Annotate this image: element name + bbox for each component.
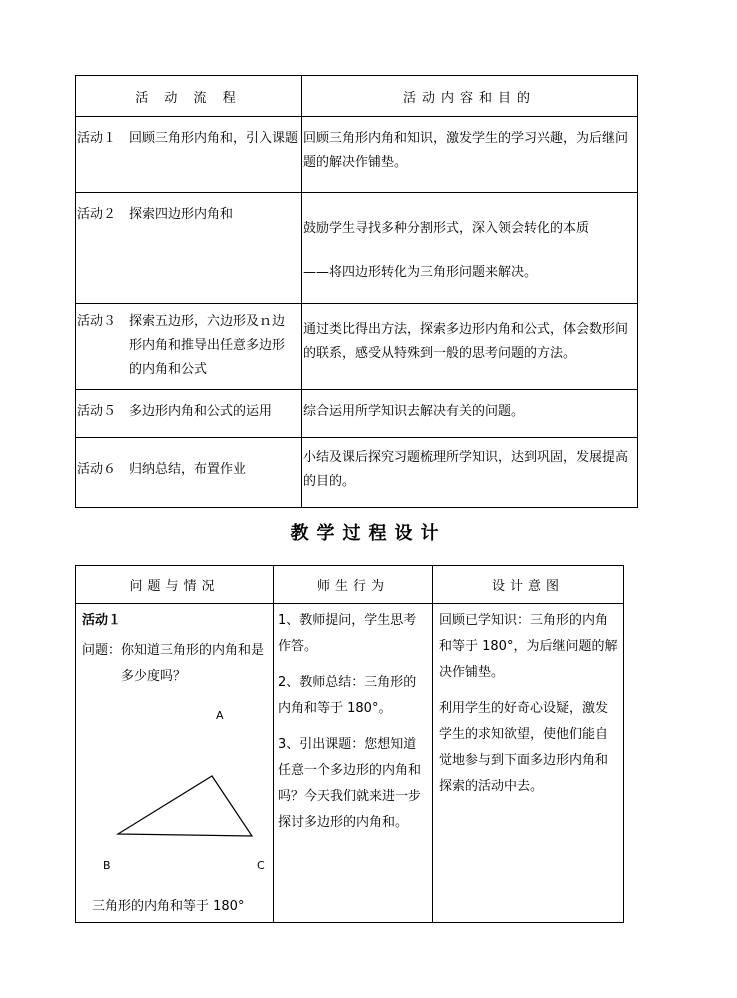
header-intent: 设计意图 (433, 566, 624, 604)
behavior-step: 3、引出课题：您想知道任意一个多边形的内角和吗？今天我们就来进一步探讨多边形的内角和。 (278, 737, 422, 830)
header-problem: 问题与情况 (76, 566, 274, 604)
vertex-a-label: A (216, 709, 224, 722)
activity-label: 活动５ (77, 404, 117, 419)
activity-flow: 归纳总结，布置作业 (129, 462, 247, 477)
activity-label: 活动３ (77, 314, 117, 329)
triangle-caption: 三角形的内角和等于 180° (92, 899, 245, 914)
activity-content: 综合运用所学知识去解决有关的问题。 (303, 404, 525, 419)
table-row (76, 604, 624, 923)
section-title: 教学过程设计 (290, 523, 447, 544)
activity-flow: 回顾三角形内角和，引入课题 (129, 131, 299, 146)
intent-text: 利用学生的好奇心设疑，激发学生的求知欲望，使他们能自觉地参与到下面多边形内角和探索的活动中去。 (439, 701, 609, 794)
intent-text: 回顾已学知识：三角形的内角和等于 180°，为后继问题的解决作铺垫。 (439, 613, 618, 680)
table-row (76, 438, 638, 508)
activity-content: 小结及课后探究习题梳理所学知识，达到巩固，发展提高的目的。 (303, 450, 629, 489)
activity-flow: 多边形内角和公式的运用 (129, 404, 273, 419)
activity-title: 活动１ (82, 613, 122, 628)
teaching-process-table (75, 565, 624, 923)
activity-content: 回顾三角形内角和知识，激发学生的学习兴趣，为后继问题的解决作铺垫。 (303, 131, 629, 170)
question-label: 问题： (82, 643, 122, 658)
table-row (76, 117, 638, 193)
question-text: 你知道三角形的内角和是多少度吗？ (121, 643, 265, 684)
behavior-step: 2、教师总结：三角形的内角和等于 180°。 (278, 675, 417, 716)
vertex-c-label: C (257, 859, 265, 872)
activity-content: 鼓励学生寻找多种分割形式，深入领会转化的本质 (303, 221, 590, 236)
activity-label: 活动１ (77, 131, 117, 146)
activity-content: ——将四边形转化为三角形问题来解决。 (303, 265, 538, 280)
activity-content: 通过类比得出方法，探索多边形内角和公式，体会数形间的联系，感受从特殊到一般的思考问题的方法。 (303, 322, 629, 361)
vertex-b-label: B (103, 859, 111, 872)
header-content: 活动内容和目的 (302, 76, 638, 117)
table-row (76, 193, 638, 304)
activity-label: 活动２ (77, 207, 117, 222)
triangle-figure (76, 770, 274, 860)
activity-label: 活动６ (77, 462, 117, 477)
behavior-step: 1、教师提问，学生思考作答。 (278, 613, 417, 654)
table-row (76, 390, 638, 438)
header-flow: 活 动 流 程 (76, 76, 302, 117)
activity-flow: 探索四边形内角和 (129, 207, 234, 222)
activity-flow: 探索五边形，六边形及ｎ边形内角和推导出任意多边形的内角和公式 (129, 314, 286, 377)
table-row (76, 304, 638, 390)
activity-flow-table (75, 75, 638, 508)
header-behavior: 师生行为 (274, 566, 433, 604)
